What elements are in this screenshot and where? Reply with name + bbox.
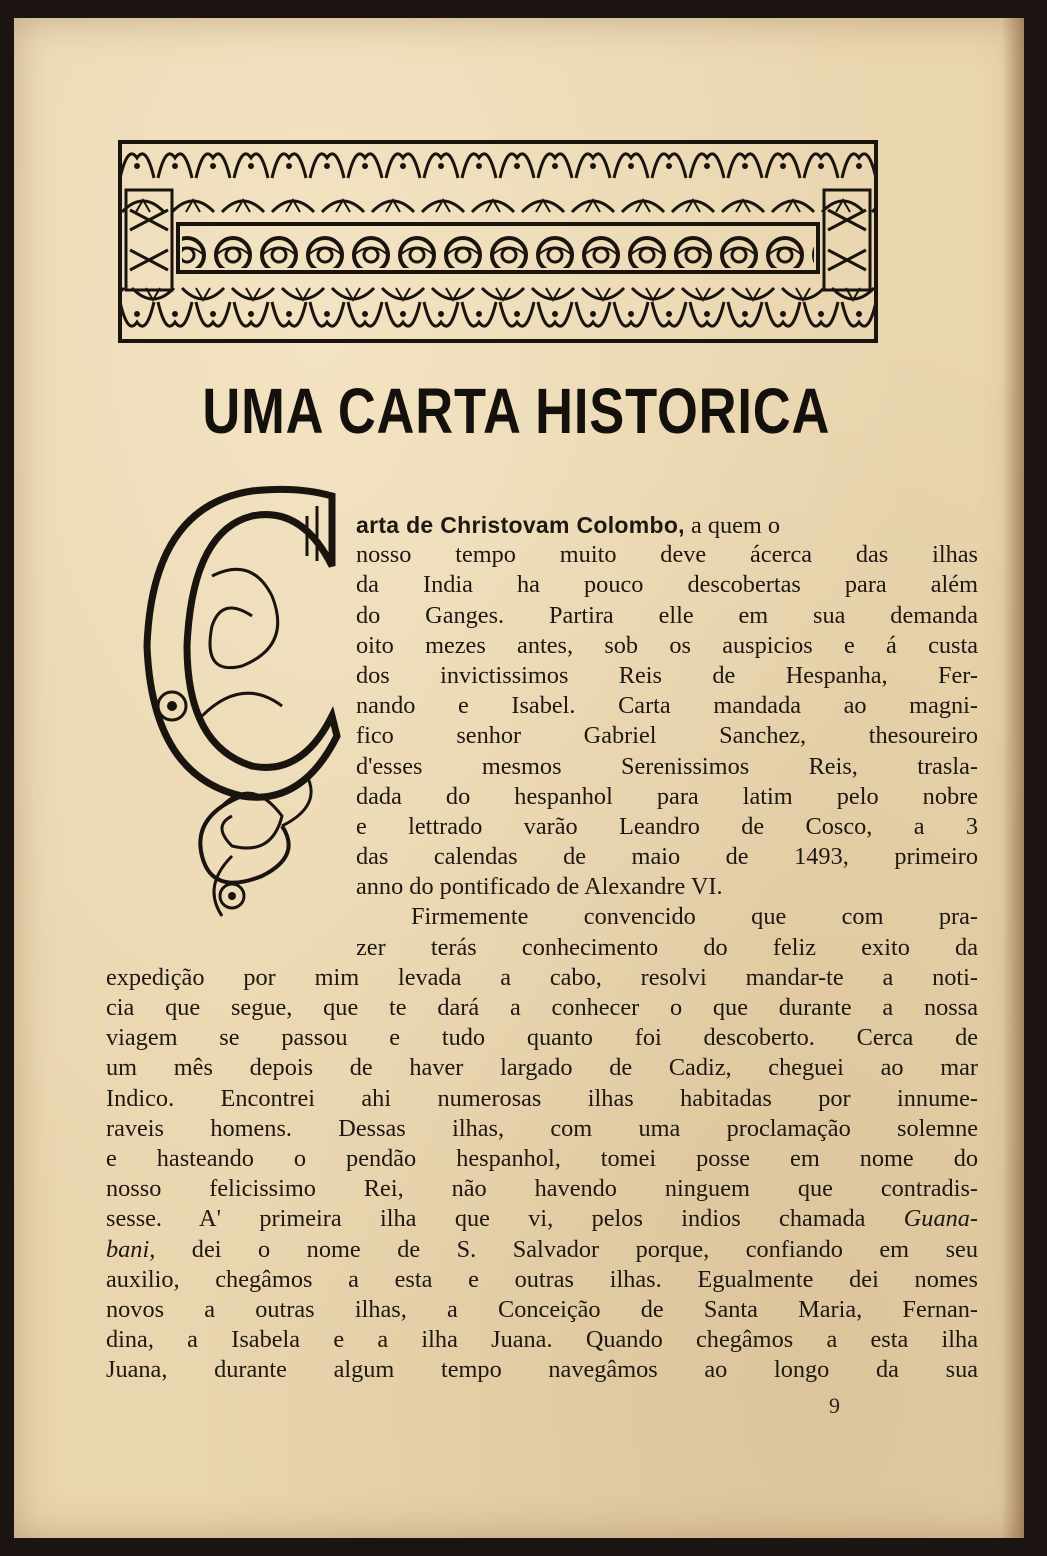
text-line: d'esses mesmos Serenissimos Reis, trasla- xyxy=(356,752,978,780)
text-line: bani, dei o nome de S. Salvador porque, confiando em seu xyxy=(106,1235,978,1263)
page-spine-shadow xyxy=(1002,18,1024,1538)
italic-place-name: Guana- xyxy=(903,1205,978,1233)
text-line: oito mezes antes, sob os auspicios e á custa xyxy=(356,631,978,659)
text-line: nosso felicissimo Rei, não havendo ninguem que contradis- xyxy=(106,1175,978,1203)
text-line: auxilio, chegâmos a esta e outras ilhas. Egualmente dei nomes xyxy=(106,1265,978,1293)
text-line: dina, a Isabela e a ilha Juana. Quando chegâmos a esta ilha xyxy=(106,1326,978,1354)
text-line: zer terás conhecimento do feliz exito da xyxy=(356,933,978,961)
italic-place-name: bani, xyxy=(106,1235,156,1263)
text-line: cia que segue, que te dará a conhecer o que durante a nossa xyxy=(106,994,978,1021)
book-page xyxy=(14,18,1024,1538)
text-line: do Ganges. Partira elle em sua demanda xyxy=(356,601,978,629)
page-title: UMA CARTA HISTORICA xyxy=(202,375,831,447)
text-line: anno do pontificado de Alexandre VI. xyxy=(356,873,723,901)
text-line: fico senhor Gabriel Sanchez, thesoureiro xyxy=(356,722,978,750)
text-line: viagem se passou e tudo quanto foi descoberto. Cerca de xyxy=(106,1024,978,1052)
text-line: novos a outras ilhas, a Conceição de Santa Maria, Fernan- xyxy=(106,1295,978,1323)
text-line: Indico. Encontrei ahi numerosas ilhas habitadas por innume- xyxy=(106,1084,978,1112)
text-line: Juana, durante algum tempo navegâmos ao longo da sua xyxy=(106,1356,978,1384)
text-line: arta de Christovam Colombo, a quem o xyxy=(356,512,781,539)
text-line: raveis homens. Dessas ilhas, com uma proclamação solemne xyxy=(106,1114,978,1142)
intro-paragraph xyxy=(356,510,978,902)
decorative-header-ornament xyxy=(118,140,878,343)
text-line: nosso tempo muito deve ácerca das ilhas xyxy=(356,541,978,569)
text-line: da India ha pouco descobertas para além xyxy=(356,571,978,599)
text-line: um mês depois de haver largado de Cadiz, cheguei ao mar xyxy=(106,1054,978,1082)
page-number: 9 xyxy=(829,1393,840,1418)
letter-body xyxy=(106,510,978,1385)
text-line: Firmemente convencido que com pra- xyxy=(411,903,978,931)
main-paragraph xyxy=(106,902,978,1385)
text-line: sesse. A' primeira ilha que vi, pelos indios chamada Guana- xyxy=(106,1205,978,1233)
text-line: e hasteando o pendão hespanhol, tomei posse em nome do xyxy=(106,1144,978,1172)
text-line: das calendas de maio de 1493, primeiro xyxy=(356,843,978,871)
text-line: dada do hespanhol para latim pelo nobre xyxy=(356,782,978,810)
text-line: nando e Isabel. Carta mandada ao magni- xyxy=(356,692,978,720)
lead-bold-phrase: arta de Christovam Colombo, xyxy=(356,512,685,538)
text-line: e lettrado varão Leandro de Cosco, a 3 xyxy=(356,812,978,840)
text-line: dos invictissimos Reis de Hespanha, Fer- xyxy=(356,661,978,689)
text-line: expedição por mim levada a cabo, resolvi mandar-te a noti- xyxy=(106,963,978,991)
